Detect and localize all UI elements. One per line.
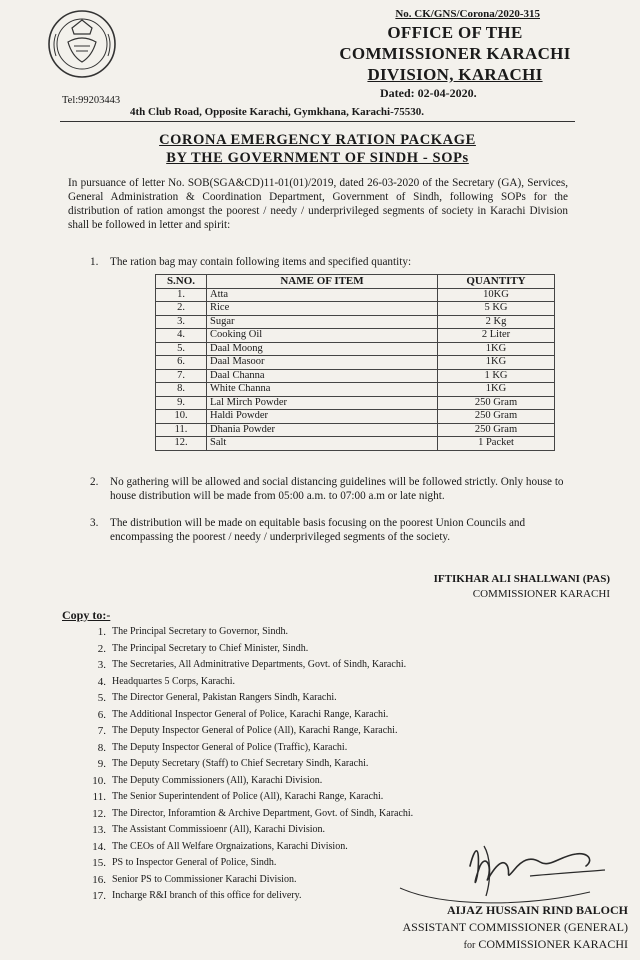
- cell-item: Daal Masoor: [207, 356, 438, 370]
- commissioner-signature-block: [380, 572, 610, 602]
- office-title: [300, 22, 610, 85]
- list-item-number: 2.: [97, 642, 106, 655]
- cell-item: Salt: [207, 437, 438, 451]
- list-item-number: 1.: [97, 626, 106, 638]
- header-divider: [60, 121, 575, 122]
- cell-item: Daal Channa: [207, 369, 438, 383]
- cell-sno: 9.: [156, 396, 207, 410]
- cell-quantity: 1 KG: [438, 369, 555, 383]
- cell-quantity: 1KG: [438, 383, 555, 397]
- list-item-text: Senior PS to Commissioner Karachi Division.: [112, 873, 297, 885]
- cell-quantity: 1KG: [438, 356, 555, 370]
- list-item-text: The Principal Secretary to Chief Minister, Sindh.: [112, 642, 309, 654]
- cell-sno: 2.: [156, 302, 207, 316]
- list-item-text: The Director, Inforamtion & Archive Department, Govt. of Sindh, Karachi.: [112, 807, 414, 819]
- closing-signatory-office: COMMISSIONER KARACHI: [478, 937, 628, 951]
- header-sno: S.NO.: [156, 275, 207, 289]
- list-item-number: 3.: [97, 659, 106, 671]
- list-item: [86, 723, 506, 740]
- office-line: DIVISION, KARACHI: [367, 65, 543, 84]
- table-row: [156, 423, 555, 437]
- list-item-text: The Deputy Inspector General of Police (Traffic), Karachi.: [112, 741, 348, 753]
- list-item-number: 4.: [97, 675, 106, 688]
- cell-quantity: 5 KG: [438, 302, 555, 316]
- cell-sno: 11.: [156, 423, 207, 437]
- closing-signatory-designation: ASSISTANT COMMISSIONER (GENERAL): [402, 920, 628, 934]
- list-item-text: Incharge R&I branch of this office for delivery.: [112, 890, 302, 901]
- cell-quantity: 250 Gram: [438, 423, 555, 437]
- list-item-text: The Deputy Secretary (Staff) to Chief Secretary Sindh, Karachi.: [112, 758, 369, 769]
- list-item-number: 16.: [92, 873, 106, 886]
- list-item: [86, 806, 506, 823]
- list-item-text: The Deputy Commissioners (All), Karachi Division.: [112, 774, 323, 786]
- table-row: [156, 302, 555, 316]
- list-item: [86, 789, 506, 806]
- list-item: [86, 657, 506, 674]
- point-2: [90, 475, 590, 503]
- list-item: [86, 690, 506, 707]
- cell-quantity: 250 Gram: [438, 396, 555, 410]
- list-item-text: The Secretaries, All Adminitrative Departments, Govt. of Sindh, Karachi.: [112, 659, 407, 670]
- letter-date: Dated: 02-04-2020.: [380, 86, 477, 100]
- table-row: [156, 383, 555, 397]
- list-item: [86, 756, 506, 773]
- cell-sno: 10.: [156, 410, 207, 424]
- table-row: [156, 329, 555, 343]
- list-item-number: 13.: [92, 824, 106, 836]
- table-row: [156, 369, 555, 383]
- assistant-commissioner-signature-block: [360, 902, 628, 954]
- cell-item: Dhania Powder: [207, 423, 438, 437]
- for-label: for: [463, 940, 476, 951]
- signatory-name: IFTIKHAR ALI SHALLWANI (PAS): [433, 573, 610, 585]
- cell-item: Rice: [207, 302, 438, 316]
- cell-sno: 7.: [156, 369, 207, 383]
- list-item-text: The Deputy Inspector General of Police (All), Karachi Range, Karachi.: [112, 725, 398, 736]
- list-item-number: 12.: [92, 807, 106, 820]
- cell-item: Atta: [207, 288, 438, 302]
- ration-items-table: [155, 274, 555, 451]
- list-item-number: 10.: [92, 774, 106, 787]
- list-item-text: The Principal Secretary to Governor, Sindh.: [112, 626, 288, 637]
- point-text: The distribution will be made on equitable basis focusing on the poorest Union Councils and encompassing the poorest / needy / underprivileged segments of the society.: [110, 517, 526, 543]
- header-quantity: QUANTITY: [438, 275, 555, 289]
- table-row: [156, 437, 555, 451]
- list-item-text: The Additional Inspector General of Police, Karachi Range, Karachi.: [112, 708, 389, 720]
- cell-quantity: 250 Gram: [438, 410, 555, 424]
- table-header-row: [156, 275, 555, 289]
- list-item-number: 7.: [97, 725, 106, 737]
- cell-item: Sugar: [207, 315, 438, 329]
- government-seal-icon: [44, 4, 120, 80]
- list-item-text: Headquartes 5 Corps, Karachi.: [112, 675, 236, 687]
- signatory-designation: COMMISSIONER KARACHI: [472, 588, 610, 600]
- list-item: [86, 773, 506, 790]
- handwritten-signature-icon: [380, 826, 620, 906]
- closing-signatory-office-line: [360, 936, 628, 954]
- list-item-text: The CEOs of All Welfare Orgnaizations, Karachi Division.: [112, 840, 348, 852]
- point-text: No gathering will be allowed and social distancing guidelines will be followed strictly. Only house to house distribution will be made from 05:00 a.m. to 07:00 a.m or late night.: [110, 476, 564, 502]
- cell-quantity: 2 Kg: [438, 315, 555, 329]
- list-item: [86, 624, 506, 641]
- cell-quantity: 1 Packet: [438, 437, 555, 451]
- cell-item: Lal Mirch Powder: [207, 396, 438, 410]
- list-item-number: 5.: [97, 692, 106, 704]
- point-number: 2.: [90, 476, 99, 488]
- cell-sno: 4.: [156, 329, 207, 343]
- title-line: BY THE GOVERNMENT OF SINDH - SOPs: [166, 150, 469, 166]
- telephone: Tel:99203443: [62, 95, 121, 106]
- office-address: 4th Club Road, Opposite Karachi, Gymkhana, Karachi-75530.: [130, 106, 424, 118]
- table-row: [156, 356, 555, 370]
- cell-sno: 8.: [156, 383, 207, 397]
- cell-sno: 6.: [156, 356, 207, 370]
- list-item-text: The Senior Superintendent of Police (All), Karachi Range, Karachi.: [112, 791, 384, 802]
- intro-paragraph: In pursuance of letter No. SOB(SGA&CD)11-01(01)/2019, dated 26-03-2020 of the Secretary (GA), Services, General Administration & Coordination Department, Government of Sindh, following SOPs for the distribution of ration amongst the poorest / needy / underprivileged segments of society in Karachi Division shall be followed in letter and spirit:: [68, 177, 568, 231]
- table-row: [156, 288, 555, 302]
- cell-quantity: 1KG: [438, 342, 555, 356]
- list-item: [86, 674, 506, 691]
- title-line: CORONA EMERGENCY RATION PACKAGE: [159, 132, 476, 148]
- cell-item: White Channa: [207, 383, 438, 397]
- table-row: [156, 410, 555, 424]
- list-item-number: 8.: [97, 741, 106, 754]
- document-title: [60, 131, 575, 167]
- copy-to-heading: Copy to:-: [62, 608, 111, 622]
- cell-quantity: 10KG: [438, 288, 555, 302]
- list-item: [86, 641, 506, 658]
- list-item-number: 11.: [92, 791, 106, 803]
- point-1: [90, 255, 560, 269]
- office-line: COMMISSIONER KARACHI: [339, 44, 571, 63]
- cell-sno: 3.: [156, 315, 207, 329]
- closing-signatory-name: AIJAZ HUSSAIN RIND BALOCH: [446, 903, 628, 917]
- cell-sno: 5.: [156, 342, 207, 356]
- list-item: [86, 740, 506, 757]
- point-text: The ration bag may contain following items and specified quantity:: [110, 256, 412, 268]
- cell-sno: 1.: [156, 288, 207, 302]
- table-row: [156, 342, 555, 356]
- list-item-number: 9.: [97, 758, 106, 770]
- table-row: [156, 396, 555, 410]
- cell-sno: 12.: [156, 437, 207, 451]
- list-item-number: 6.: [97, 708, 106, 721]
- table-row: [156, 315, 555, 329]
- list-item-text: The Assistant Commissioenr (All), Karachi Division.: [112, 824, 326, 835]
- cell-item: Haldi Powder: [207, 410, 438, 424]
- list-item-text: The Director General, Pakistan Rangers Sindh, Karachi.: [112, 692, 337, 703]
- point-number: 1.: [90, 256, 99, 268]
- point-number: 3.: [90, 517, 99, 529]
- cell-quantity: 2 Liter: [438, 329, 555, 343]
- list-item-number: 17.: [92, 890, 106, 902]
- list-item-text: PS to Inspector General of Police, Sindh.: [112, 857, 277, 868]
- list-item: [86, 707, 506, 724]
- office-line: OFFICE OF THE: [387, 23, 523, 42]
- reference-number: No. CK/GNS/Corona/2020-315: [395, 8, 540, 20]
- list-item-number: 15.: [92, 857, 106, 869]
- list-item-number: 14.: [92, 840, 106, 853]
- header-item: NAME OF ITEM: [207, 275, 438, 289]
- cell-item: Daal Moong: [207, 342, 438, 356]
- point-3: [90, 516, 570, 544]
- cell-item: Cooking Oil: [207, 329, 438, 343]
